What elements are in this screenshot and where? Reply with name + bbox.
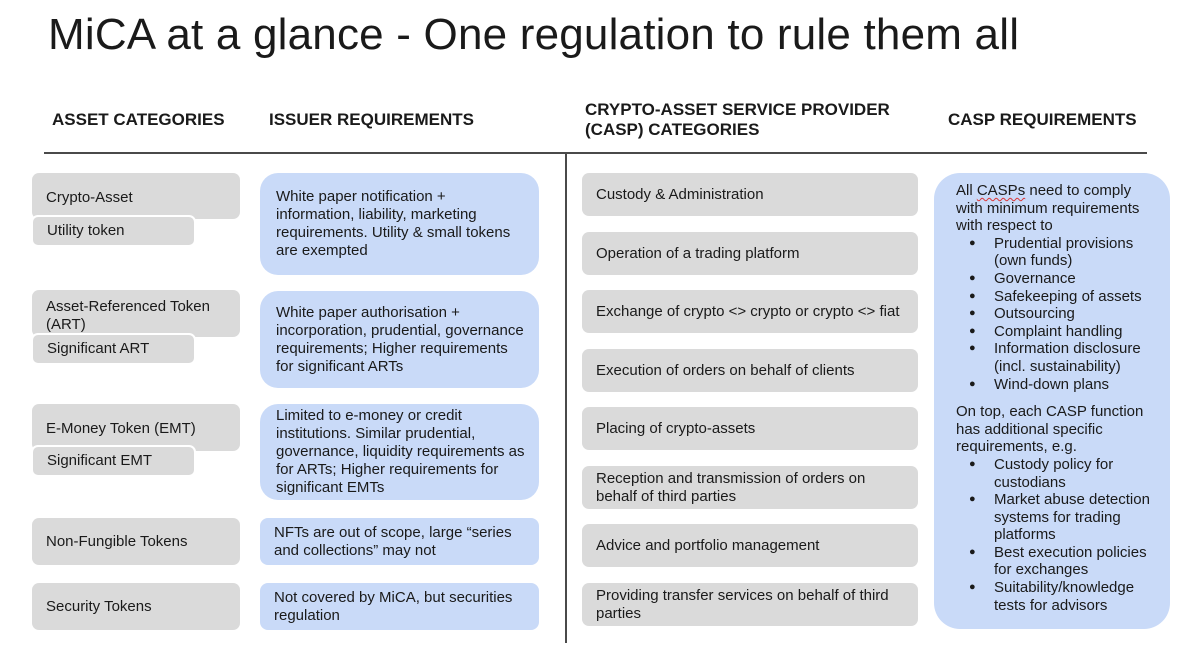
list-item: ● Custody policy for custodians xyxy=(956,456,1158,491)
issuer-req-crypto-asset xyxy=(260,173,539,275)
column-divider xyxy=(565,153,567,643)
asset-significant-art xyxy=(31,333,196,365)
asset-nft xyxy=(32,518,240,565)
casp-category-label: Exchange of crypto <> crypto or crypto <> fiat xyxy=(596,302,900,320)
casp-category xyxy=(582,583,918,626)
casp-function-requirements-list xyxy=(956,456,1158,614)
list-item: ● Complaint handling xyxy=(956,323,1158,341)
header-casp-categories-line2: (CASP) CATEGORIES xyxy=(585,120,760,139)
casp-intro-rest: need to comply with minimum requirements with respect to xyxy=(956,182,1140,235)
casp-requirements-panel xyxy=(934,173,1170,629)
casp-intro-prefix: All xyxy=(956,182,977,199)
casp-category-label: Custody & Administration xyxy=(596,185,764,203)
casp-minimum-requirements-list xyxy=(956,235,1158,393)
casp-category-label: Placing of crypto-assets xyxy=(596,419,756,437)
casp-ontop-intro: On top, each CASP function has additional specific requirements, e.g. xyxy=(956,403,1144,456)
casp-category-label: Reception and transmission of orders on behalf of third parties xyxy=(596,469,866,505)
page-title: MiCA at a glance - One regulation to rule them all xyxy=(48,10,1020,59)
list-item: ● Best execution policies for exchanges xyxy=(956,544,1158,579)
asset-security-tokens-label: Security Tokens xyxy=(46,597,152,615)
asset-utility-token xyxy=(31,215,196,247)
issuer-req-nft-text: NFTs are out of scope, large “series and collections” may not xyxy=(274,523,512,559)
asset-art xyxy=(32,290,240,337)
asset-art-label-line1: Asset-Referenced Token xyxy=(46,298,210,315)
asset-significant-emt-label: Significant EMT xyxy=(47,452,153,469)
casp-category xyxy=(582,290,918,333)
casp-category xyxy=(582,466,918,509)
header-casp-requirements: CASP REQUIREMENTS xyxy=(948,110,1137,129)
list-item: ● Governance xyxy=(956,270,1158,288)
issuer-req-crypto-asset-text: White paper notification + information, liability, marketing requirements. Utility & small tokens are exempted xyxy=(276,188,511,259)
issuer-req-emt xyxy=(260,404,539,500)
list-item: ● Prudential provisions (own funds) xyxy=(956,235,1158,270)
casp-category xyxy=(582,524,918,567)
casp-category-label: Advice and portfolio management xyxy=(596,536,820,554)
casp-category xyxy=(582,349,918,392)
asset-nft-label: Non-Fungible Tokens xyxy=(46,532,188,550)
issuer-req-art xyxy=(260,291,539,388)
asset-significant-emt xyxy=(31,445,196,477)
casp-category-label: Execution of orders on behalf of clients xyxy=(596,361,855,379)
issuer-req-nft xyxy=(260,518,539,565)
header-casp-categories xyxy=(585,100,890,140)
asset-art-label-line2: (ART) xyxy=(46,316,86,333)
casp-requirements-intro xyxy=(956,182,1158,235)
header-casp-categories-line1: CRYPTO-ASSET SERVICE PROVIDER xyxy=(585,100,890,119)
casp-category-label: Operation of a trading platform xyxy=(596,244,800,262)
asset-security-tokens xyxy=(32,583,240,630)
casp-category xyxy=(582,173,918,216)
issuer-req-emt-text: Limited to e-money or credit institutions. Similar prudential, governance, liquidity requirements as for ARTs; Higher requirements for significant EMTs xyxy=(276,407,525,496)
issuer-req-security xyxy=(260,583,539,630)
casp-category xyxy=(582,232,918,275)
asset-utility-token-label: Utility token xyxy=(47,222,125,239)
header-issuer-requirements: ISSUER REQUIREMENTS xyxy=(269,110,474,129)
issuer-req-security-text: Not covered by MiCA, but securities regulation xyxy=(274,588,513,624)
issuer-req-art-text: White paper authorisation + incorporation, prudential, governance requirements; Higher requirements for significant ARTs xyxy=(276,303,524,375)
header-divider xyxy=(44,152,1147,154)
asset-crypto-asset xyxy=(32,173,240,219)
asset-emt xyxy=(32,404,240,451)
list-item: ● Information disclosure (incl. sustainability) xyxy=(956,340,1158,375)
casp-category xyxy=(582,407,918,450)
list-item: ● Market abuse detection systems for trading platforms xyxy=(956,491,1158,544)
asset-crypto-asset-label: Crypto-Asset xyxy=(46,189,133,206)
casp-intro-word: CASPs xyxy=(976,182,1026,199)
header-asset-categories: ASSET CATEGORIES xyxy=(52,110,225,129)
casp-category-label: Providing transfer services on behalf of third parties xyxy=(596,586,889,622)
asset-significant-art-label: Significant ART xyxy=(47,340,150,357)
list-item: ● Outsourcing xyxy=(956,305,1158,323)
list-item: ● Safekeeping of assets xyxy=(956,288,1158,306)
list-item: ● Suitability/knowledge tests for advisors xyxy=(956,579,1158,614)
asset-emt-label: E-Money Token (EMT) xyxy=(46,420,196,437)
list-item: ● Wind-down plans xyxy=(956,376,1158,394)
